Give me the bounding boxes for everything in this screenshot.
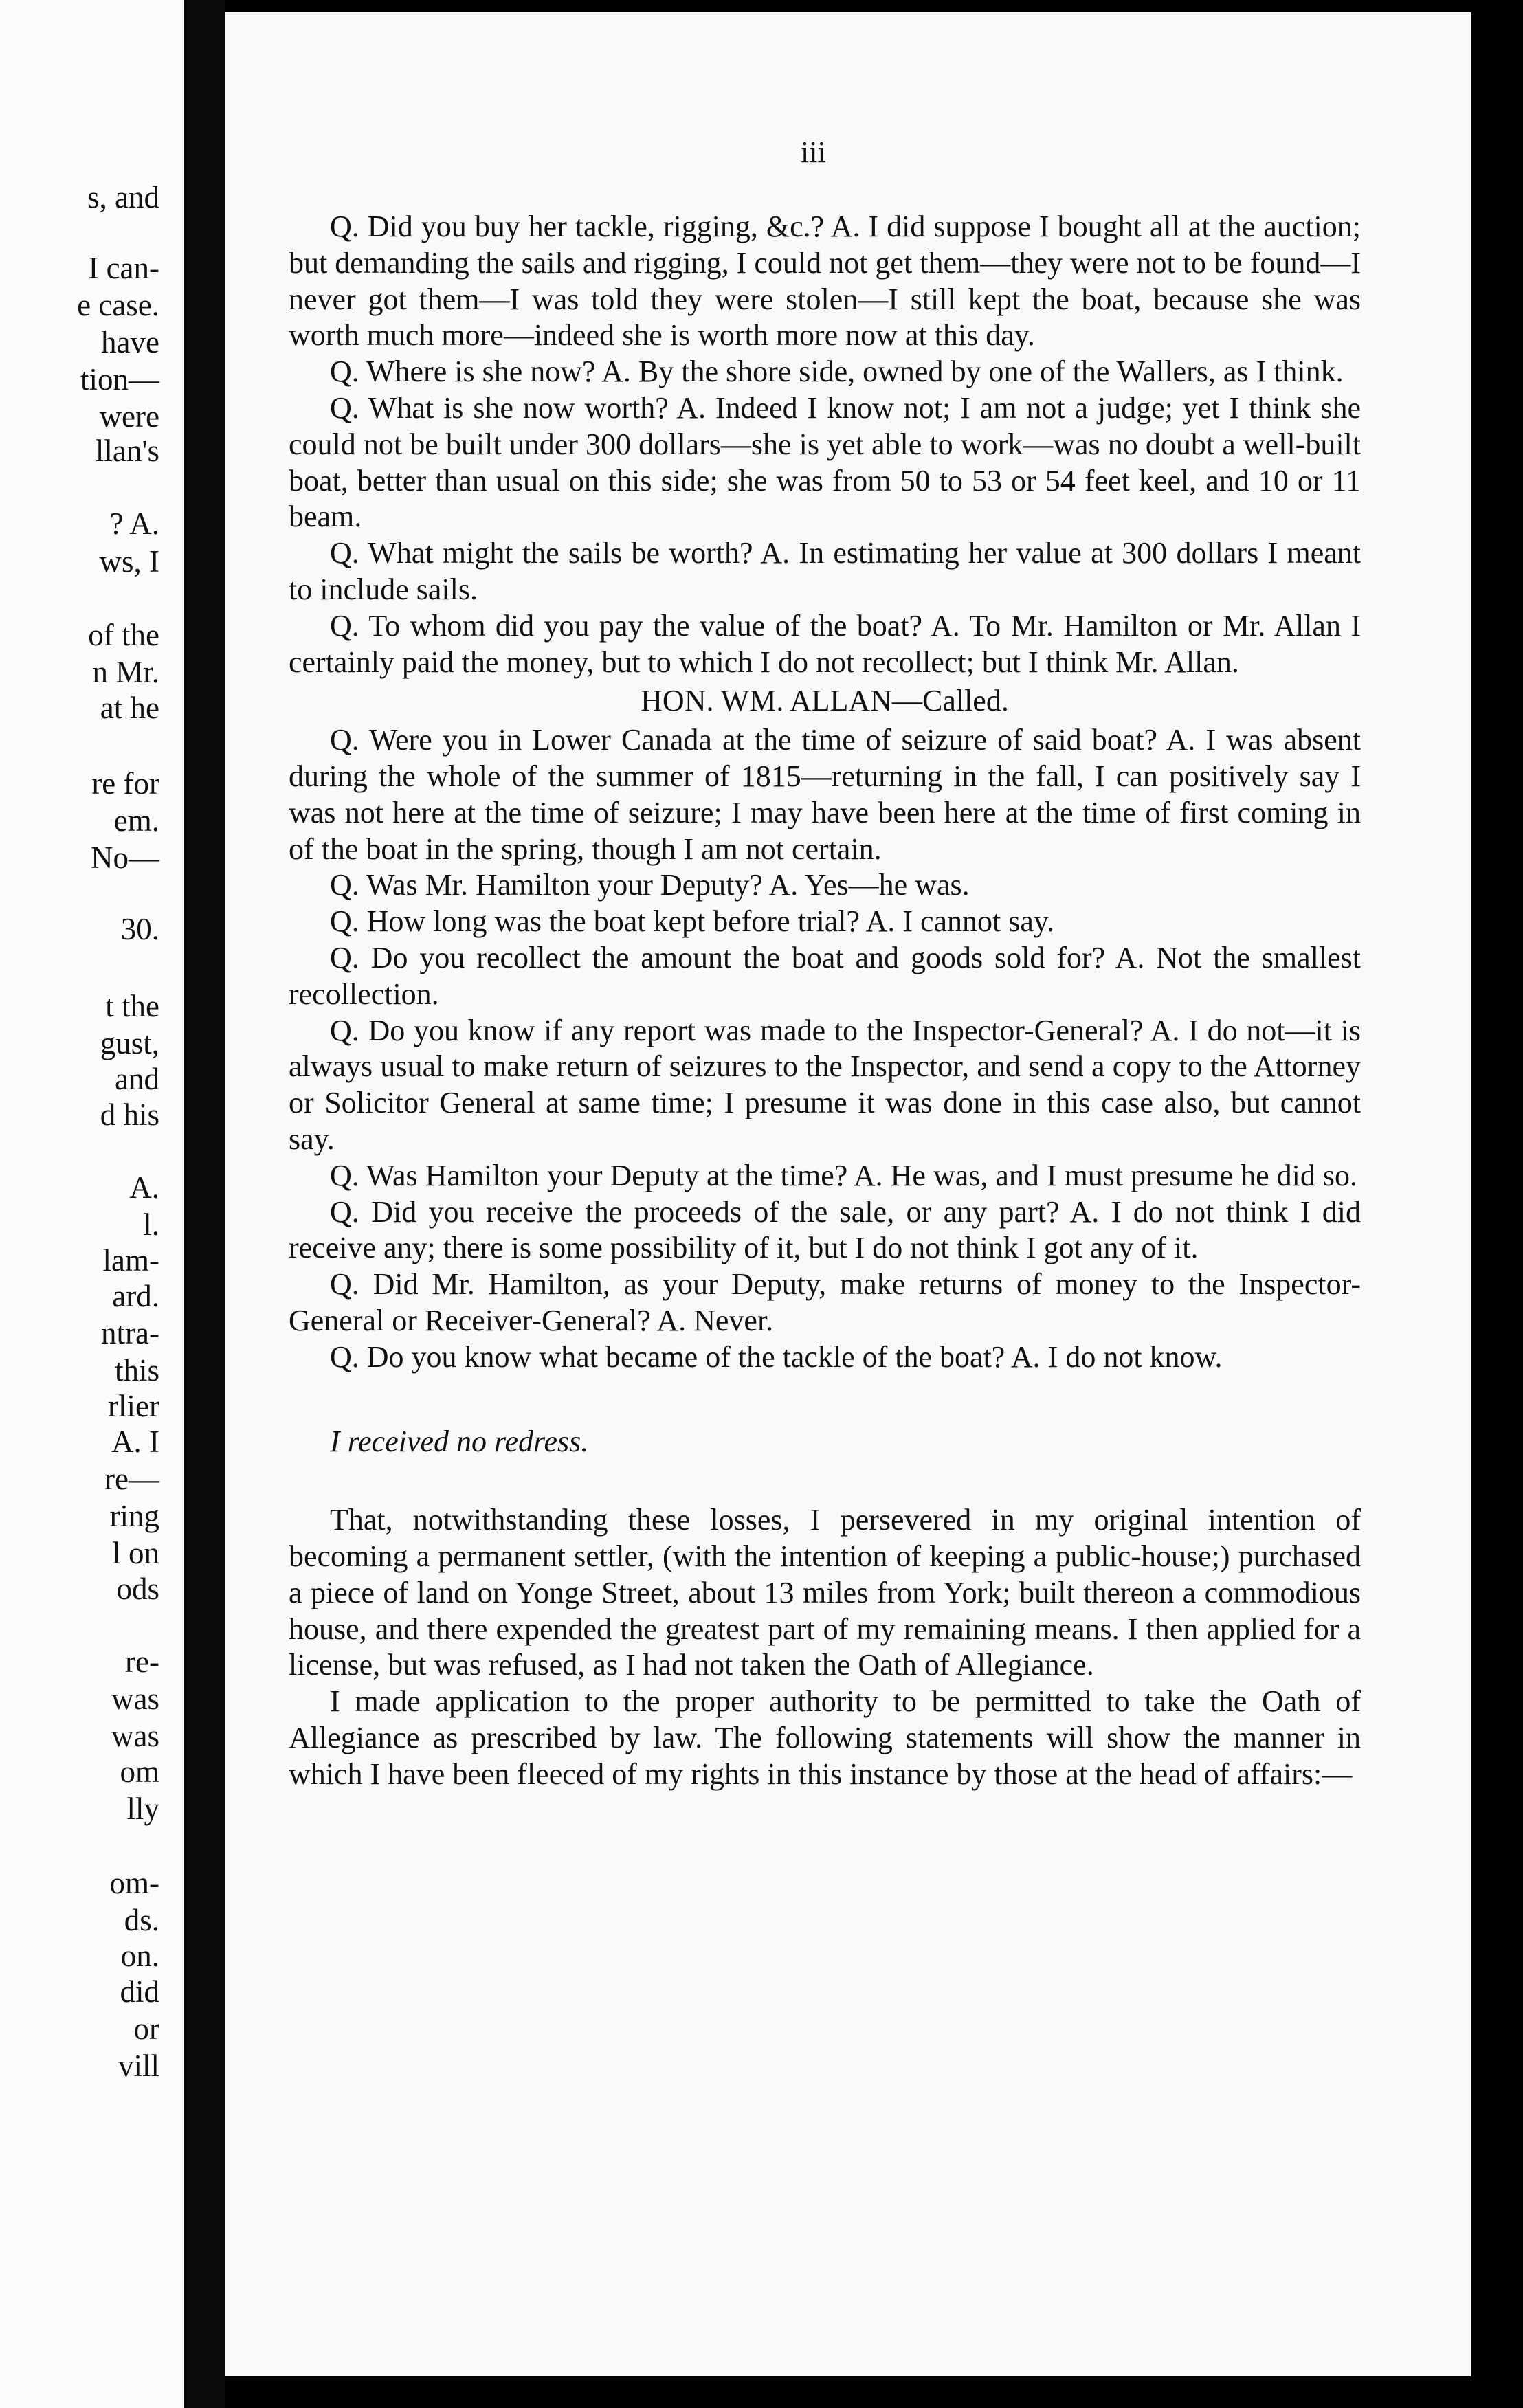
facing-page-fragment: ard. — [112, 1279, 159, 1313]
paragraph: Q. To whom did you pay the value of the boat? A. To Mr. Hamilton or Mr. Allan I certainly paid the money, but to which I do not recollect; but I think Mr. Allan. — [289, 608, 1361, 679]
facing-page-fragment: of the — [88, 618, 159, 652]
facing-page-fragment: l on — [112, 1536, 159, 1570]
paragraph: Q. Were you in Lower Canada at the time of seizure of said boat? A. I was absent during the whole of the summer of 1815—returning in the fall, I can positively say I was not here at the time of seizure; I may have been here at the time of first coming in of the boat in the spring, though I am not certain. — [289, 723, 1361, 866]
book-gutter — [184, 0, 225, 2408]
facing-page-fragment: on. — [120, 1939, 159, 1973]
facing-page-fragment: ods — [116, 1572, 159, 1606]
facing-page-fragment: was — [111, 1682, 159, 1716]
facing-page-fragment: s, and — [87, 180, 159, 214]
facing-page-fragment: em. — [113, 803, 159, 838]
facing-page-fragment: A. — [129, 1170, 159, 1205]
facing-page-fragment: was — [111, 1719, 159, 1753]
facing-page-fragment: lam- — [102, 1243, 159, 1278]
facing-page-strip — [0, 0, 184, 2408]
paragraph: Q. Was Mr. Hamilton your Deputy? A. Yes—he was. — [330, 868, 970, 902]
facing-page-fragment: No— — [91, 840, 159, 875]
facing-page-fragment: 30. — [120, 912, 159, 946]
facing-page-fragment: e case. — [77, 288, 159, 322]
facing-page-fragment: A. I — [111, 1425, 159, 1459]
facing-page-fragment: ws, I — [99, 544, 159, 579]
facing-page-fragment: llan's — [95, 434, 159, 468]
paragraph: Q. Did you buy her tackle, rigging, &c.? A. I did suppose I bought all at the auction; but demanding the sails and rigging, I could not get them—they were not to be found—I never got them—I was told they were stolen—I still kept the boat, because she was worth much more—indeed she is worth more now at this day. — [289, 210, 1361, 353]
facing-page-fragment: n Mr. — [92, 655, 159, 689]
paragraph: Q. How long was the boat kept before trial? A. I cannot say. — [330, 904, 1055, 939]
facing-page-fragment: d his — [100, 1097, 159, 1132]
scan-edge — [1471, 0, 1523, 2408]
document-page — [225, 12, 1471, 2376]
facing-page-fragment: t the — [105, 989, 159, 1023]
facing-page-fragment: om- — [109, 1866, 159, 1900]
facing-page-fragment: ring — [109, 1499, 159, 1533]
paragraph: That, notwithstanding these losses, I persevered in my original intention of becoming a permanent settler, (with the intention of keeping a public-house;) purchased a piece of land on Yonge Street, about 13 miles from York; built thereon a commodious house, and there expended the greatest part of my remaining means. I then applied for a license, but was refused, as I had not taken the Oath of Allegiance. — [289, 1503, 1361, 1682]
paragraph: Q. What might the sails be worth? A. In estimating her value at 300 dollars I meant to include sails. — [289, 536, 1361, 606]
page-body — [289, 209, 1361, 1793]
facing-page-fragment: ntra- — [101, 1316, 159, 1350]
facing-page-fragment: have — [101, 325, 159, 359]
facing-page-fragment: l. — [143, 1207, 159, 1242]
facing-page-fragment: lly — [126, 1792, 159, 1826]
facing-page-fragment: were — [99, 399, 159, 434]
paragraph: I made application to the proper authority to be permitted to take the Oath of Allegiance as prescribed by law. The following statements will show the manner in which I have been fleeced of my rights in this instance by those at the head of affairs:— — [289, 1684, 1361, 1791]
paragraph: Q. What is she now worth? A. Indeed I know not; I am not a judge; yet I think she could not be built under 300 dollars—she is yet able to work—was no doubt a well-built boat, better than usual on this side; she was from 50 to 53 or 54 feet keel, and 10 or 11 beam. — [289, 390, 1361, 534]
facing-page-fragment: or — [133, 2011, 159, 2046]
facing-page-fragment: re- — [125, 1645, 159, 1679]
facing-page-fragment: vill — [118, 2049, 159, 2083]
facing-page-fragment: ? A. — [109, 506, 159, 541]
paragraph: Q. Did Mr. Hamilton, as your Deputy, make returns of money to the Inspector-General or Receiver-General? A. Never. — [289, 1267, 1361, 1337]
paragraph: Q. Where is she now? A. By the shore side, owned by one of the Wallers, as I think. — [330, 355, 1344, 389]
page-number: iii — [801, 135, 826, 169]
facing-page-fragment: gust, — [100, 1026, 159, 1060]
facing-page-fragment: this — [114, 1353, 159, 1387]
facing-page-fragment: at he — [100, 691, 159, 725]
paragraph: Q. Did you receive the proceeds of the sale, or any part? A. I do not think I did receive any; there is some possibility of it, but I do not think I got any of it. — [289, 1194, 1361, 1265]
paragraph: Q. Was Hamilton your Deputy at the time? A. He was, and I must presume he did so. — [330, 1158, 1358, 1192]
facing-page-fragment: om — [120, 1754, 159, 1789]
paragraph: Q. Do you recollect the amount the boat and goods sold for? A. Not the smallest recollection. — [289, 940, 1361, 1011]
paragraph: Q. Do you know if any report was made to the Inspector-General? A. I do not—it is always usual to make return of seizures to the Inspector, and send a copy to the Attorney or Solicitor General at same time; I presume it was done in this case also, but cannot say. — [289, 1013, 1361, 1156]
section-subheading: I received no redress. — [330, 1424, 589, 1458]
facing-page-fragment: tion— — [80, 362, 159, 397]
facing-page-fragment: I can- — [88, 251, 159, 285]
facing-page-fragment: re— — [104, 1462, 159, 1496]
facing-page-fragment: rlier — [108, 1389, 159, 1423]
paragraph: Q. Do you know what became of the tackle of the boat? A. I do not know. — [330, 1339, 1223, 1374]
facing-page-fragment: and — [115, 1062, 159, 1096]
facing-page-fragment: did — [120, 1974, 159, 2009]
facing-page-fragment: ds. — [124, 1903, 159, 1937]
facing-page-fragment: re for — [91, 766, 159, 801]
section-heading: HON. WM. ALLAN—Called. — [641, 684, 1009, 718]
